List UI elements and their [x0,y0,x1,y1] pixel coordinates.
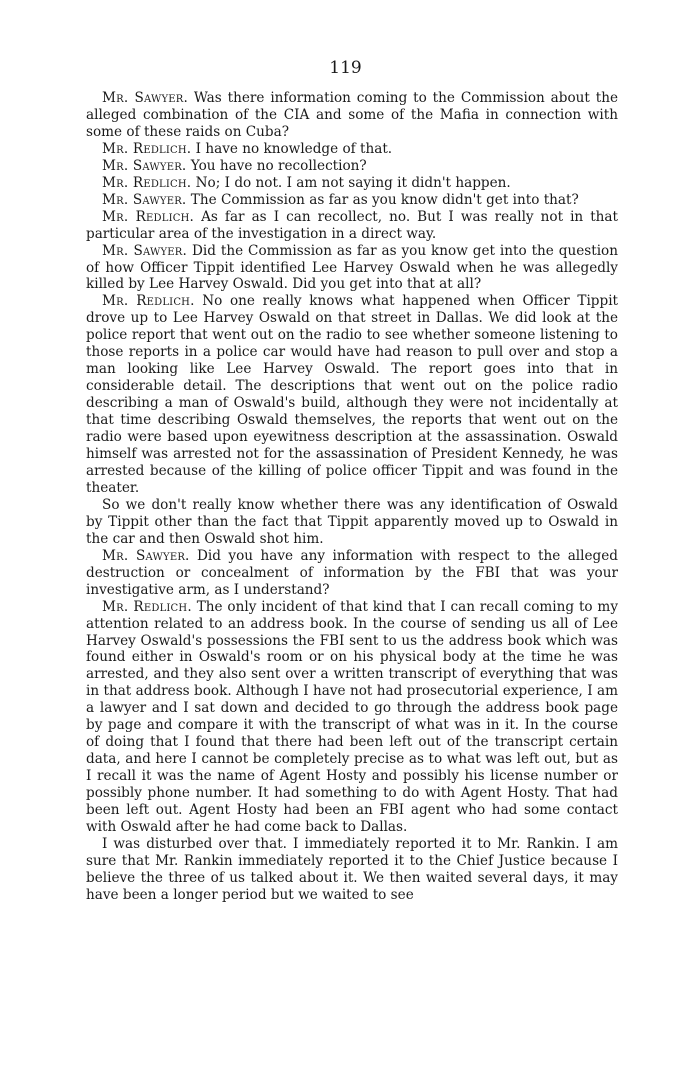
paragraph-1 [86,90,618,141]
paragraph-text: I was disturbed over that. I immediately reported it to Mr. Rankin. I am sure that Mr. Rankin immediately reported it to the Chief Justice because I believe the three of us talked about it. We then waited several days, it may have been a longer period but we waited to see [86,835,618,903]
speaker-label: Mr. Sawyer. [102,547,190,564]
paragraph-7 [86,243,618,294]
paragraph-12 [86,836,618,904]
paragraph-text: The only incident of that kind that I can recall coming to my attention related to an address book. In the course of sending us all of Lee Harvey Oswald's possessions the FBI sent to us the address book which was found either in Oswald's room or on his physical body at the time he was arrested, and they also sent over a written transcript of everything that was in that address book. Although I have not had prosecutorial experience, I am a lawyer and I sat down and decided to go through the address book page by page and compare it with the transcript of what was in it. In the course of doing that I found that there had been left out of the transcript certain data, and here I cannot be completely precise as to what was left out, but as I recall it was the name of Agent Hosty and possibly his license number or possibly phone number. It had something to do with Agent Hosty. That had been left out. Agent Hosty had been an FBI agent who had some contact with Oswald after he had come back to Dallas. [86,598,619,835]
testimony-text [86,90,618,904]
paragraph-11 [86,599,618,836]
paragraph-text: The Commission as far as you know didn't get into that? [186,191,579,208]
paragraph-5 [86,192,618,209]
paragraph-text: As far as I can recollect, no. But I was really not in that particular area of the investigation in a direct way. [86,208,618,242]
paragraph-9 [86,497,618,548]
speaker-label: Mr. Redlich. [102,208,195,225]
speaker-label: Mr. Sawyer. [102,90,189,106]
paragraph-6 [86,209,618,243]
paragraph-text: No; I do not. I am not saying it didn't happen. [191,174,511,191]
paragraph-text: So we don't really know whether there was any identification of Oswald by Tippit other than the fact that Tippit apparently moved up to Oswald in the car and then Oswald shot him. [86,496,618,547]
paragraph-8 [86,293,618,496]
paragraph-text: Did the Commission as far as you know get into the question of how Officer Tippit identified Lee Harvey Oswald when he was allegedly killed by Lee Harvey Oswald. Did you get into that at all? [86,242,618,293]
paragraph-text: You have no recollection? [186,157,367,174]
paragraph-2 [86,141,618,158]
paragraph-10 [86,548,618,599]
speaker-label: Mr. Sawyer. [102,191,187,208]
paragraph-3 [86,158,618,175]
paragraph-text: Did you have any information with respect to the alleged destruction or concealment of information by the FBI that was your investigative arm, as I understand? [86,547,618,598]
paragraph-text: No one really knows what happened when Officer Tippit drove up to Lee Harvey Oswald on that street in Dallas. We did look at the police report that went out on the radio to see whether someone listening to those reports in a police car would have had reason to pull over and stop a man looking like Lee Harvey Oswald. The report goes into that in considerable detail. The descriptions that went out on the police radio describing a man of Oswald's build, although they were not incidentally at that time describing Oswald themselves, the reports that went out on the radio were based upon eyewitness description at the assassination. Oswald himself was arrested not for the assassination of President Kennedy, he was arrested because of the killing of police officer Tippit and was found in the theater. [86,293,619,496]
paragraph-text: I have no knowledge of that. [191,140,393,157]
page-number: 119 [329,58,362,78]
speaker-label: Mr. Redlich. [102,598,192,615]
speaker-label: Mr. Redlich. [102,174,192,191]
paragraph-4 [86,175,618,192]
speaker-label: Mr. Sawyer. [102,242,188,259]
speaker-label: Mr. Sawyer. [102,157,187,174]
speaker-label: Mr. Redlich. [102,140,192,157]
paragraph-text: Was there information coming to the Commission about the alleged combination of the CIA and some of the Mafia in connection with some of these raids on Cuba? [86,90,618,140]
speaker-label: Mr. Redlich. [102,293,195,310]
